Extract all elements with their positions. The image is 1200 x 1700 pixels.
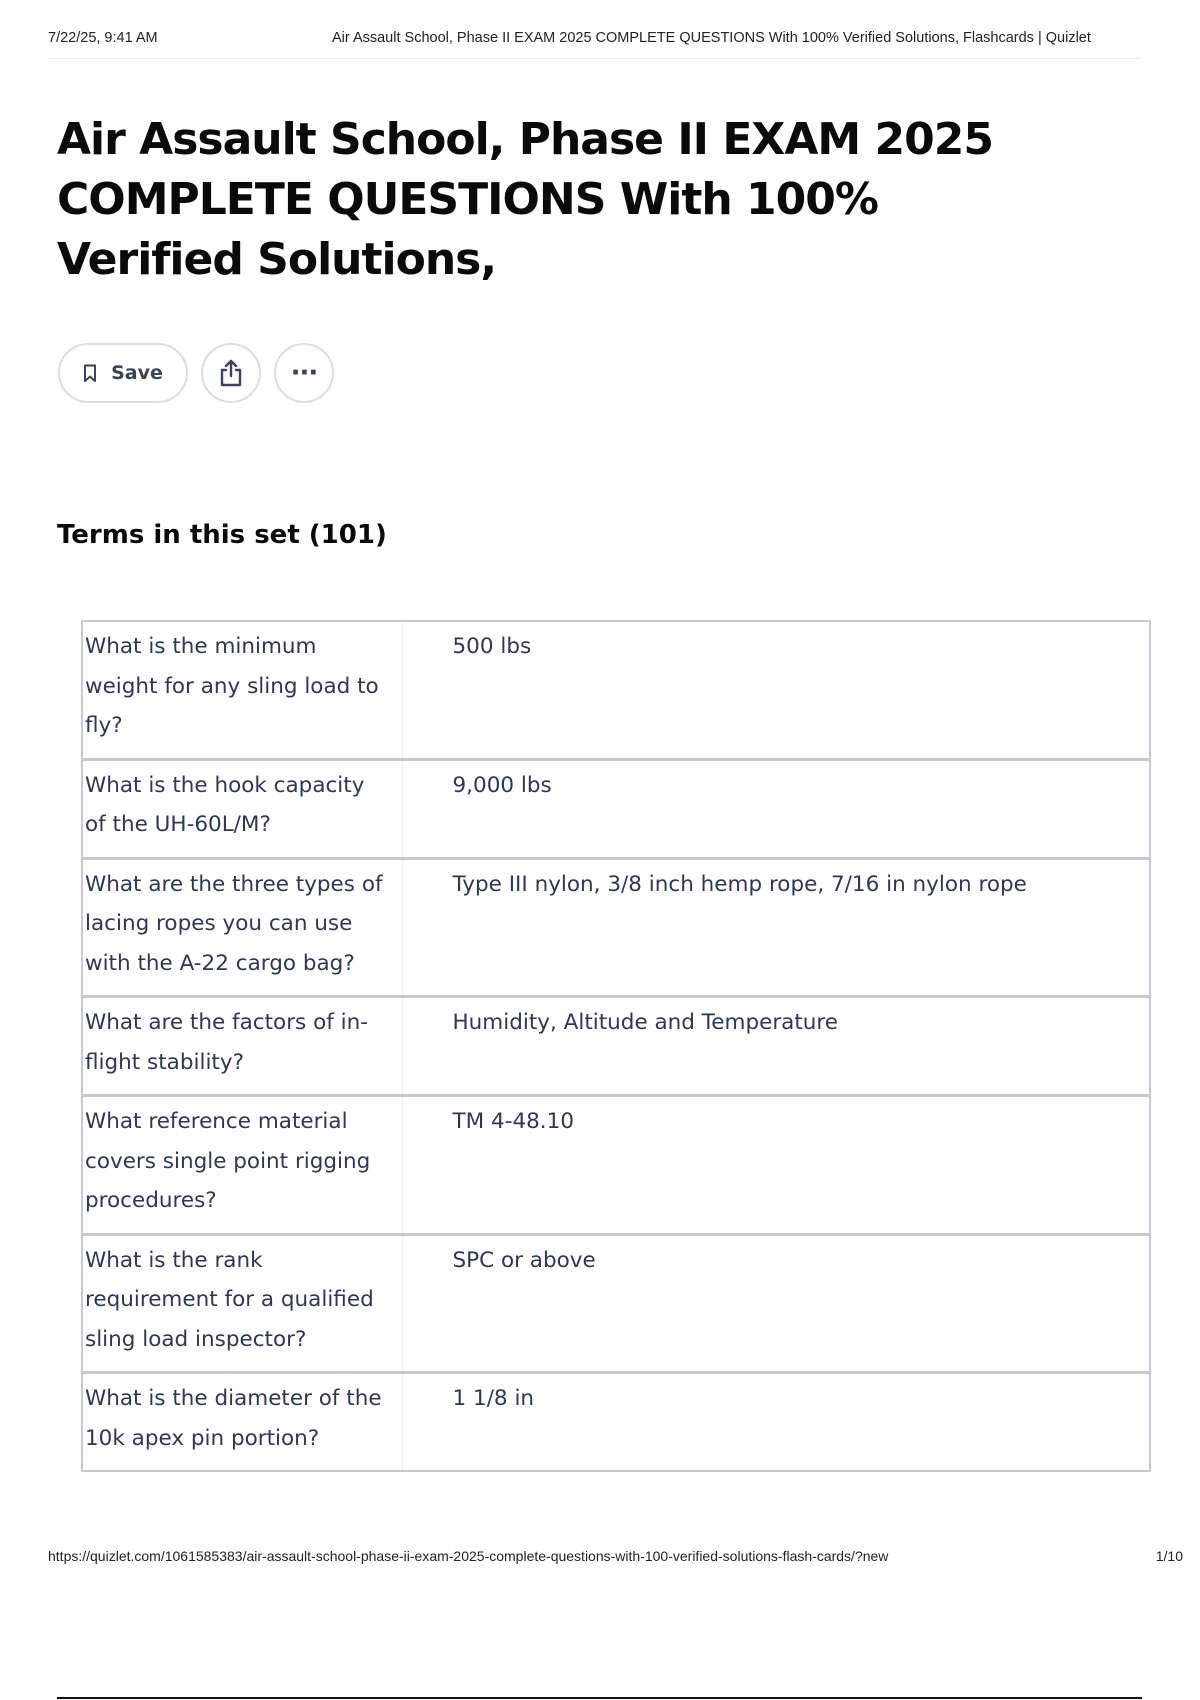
bookmark-icon [83, 364, 97, 383]
term-answer: TM 4-48.10 [402, 1096, 1150, 1235]
term-answer: 9,000 lbs [402, 759, 1150, 858]
term-answer: Humidity, Altitude and Temperature [402, 997, 1150, 1096]
term-row [82, 1096, 1150, 1235]
print-url: https://quizlet.com/1061585383/air-assault-school-phase-ii-exam-2025-complete-questions-with-100-verified-solutions-flash-cards/?new [48, 1548, 889, 1564]
term-question: What is the minimum weight for any sling load to fly? [82, 621, 402, 759]
term-question: What is the rank requirement for a qualified sling load inspector? [82, 1234, 402, 1373]
terms-count-heading: Terms in this set (101) [57, 520, 387, 550]
term-question: What is the diameter of the 10k apex pin portion? [82, 1373, 402, 1472]
term-question: What are the three types of lacing ropes you can use with the A-22 cargo bag? [82, 858, 402, 997]
print-document-title: Air Assault School, Phase II EXAM 2025 COMPLETE QUESTIONS With 100% Verified Solutions, Flashcards | Quizlet [332, 30, 1091, 46]
print-datetime: 7/22/25, 9:41 AM [48, 30, 158, 46]
term-answer: 1 1/8 in [452, 1386, 535, 1411]
page-number: 1/10 [1155, 1548, 1183, 1564]
header-divider [48, 58, 1140, 59]
print-footer [48, 1548, 1183, 1564]
more-options-icon: ··· [290, 358, 318, 388]
set-actions [58, 343, 347, 403]
more-options-button[interactable] [274, 343, 334, 403]
share-icon [218, 359, 244, 387]
term-question: What are the factors of in-flight stability? [82, 997, 402, 1096]
term-answer: SPC or above [402, 1234, 1150, 1373]
print-header [48, 30, 1140, 46]
term-answer: 500 lbs [402, 621, 1150, 759]
term-row [82, 858, 1150, 997]
term-row [82, 759, 1150, 858]
terms-table [81, 620, 1151, 1472]
term-row [82, 1234, 1150, 1373]
save-button[interactable] [58, 343, 188, 403]
term-row [82, 621, 1150, 759]
save-button-label: Save [111, 362, 163, 384]
term-question: What is the hook capacity of the UH-60L/M? [82, 759, 402, 858]
term-question: What reference material covers single point rigging procedures? [82, 1096, 402, 1235]
term-answer: Type III nylon, 3/8 inch hemp rope, 7/16 in nylon rope [402, 858, 1150, 997]
term-row [82, 997, 1150, 1096]
term-row [82, 1373, 1150, 1472]
page-bottom-divider [57, 1697, 1142, 1699]
page-title: Air Assault School, Phase II EXAM 2025 COMPLETE QUESTIONS With 100% Verified Solutions, [57, 114, 993, 285]
share-button[interactable] [201, 343, 261, 403]
